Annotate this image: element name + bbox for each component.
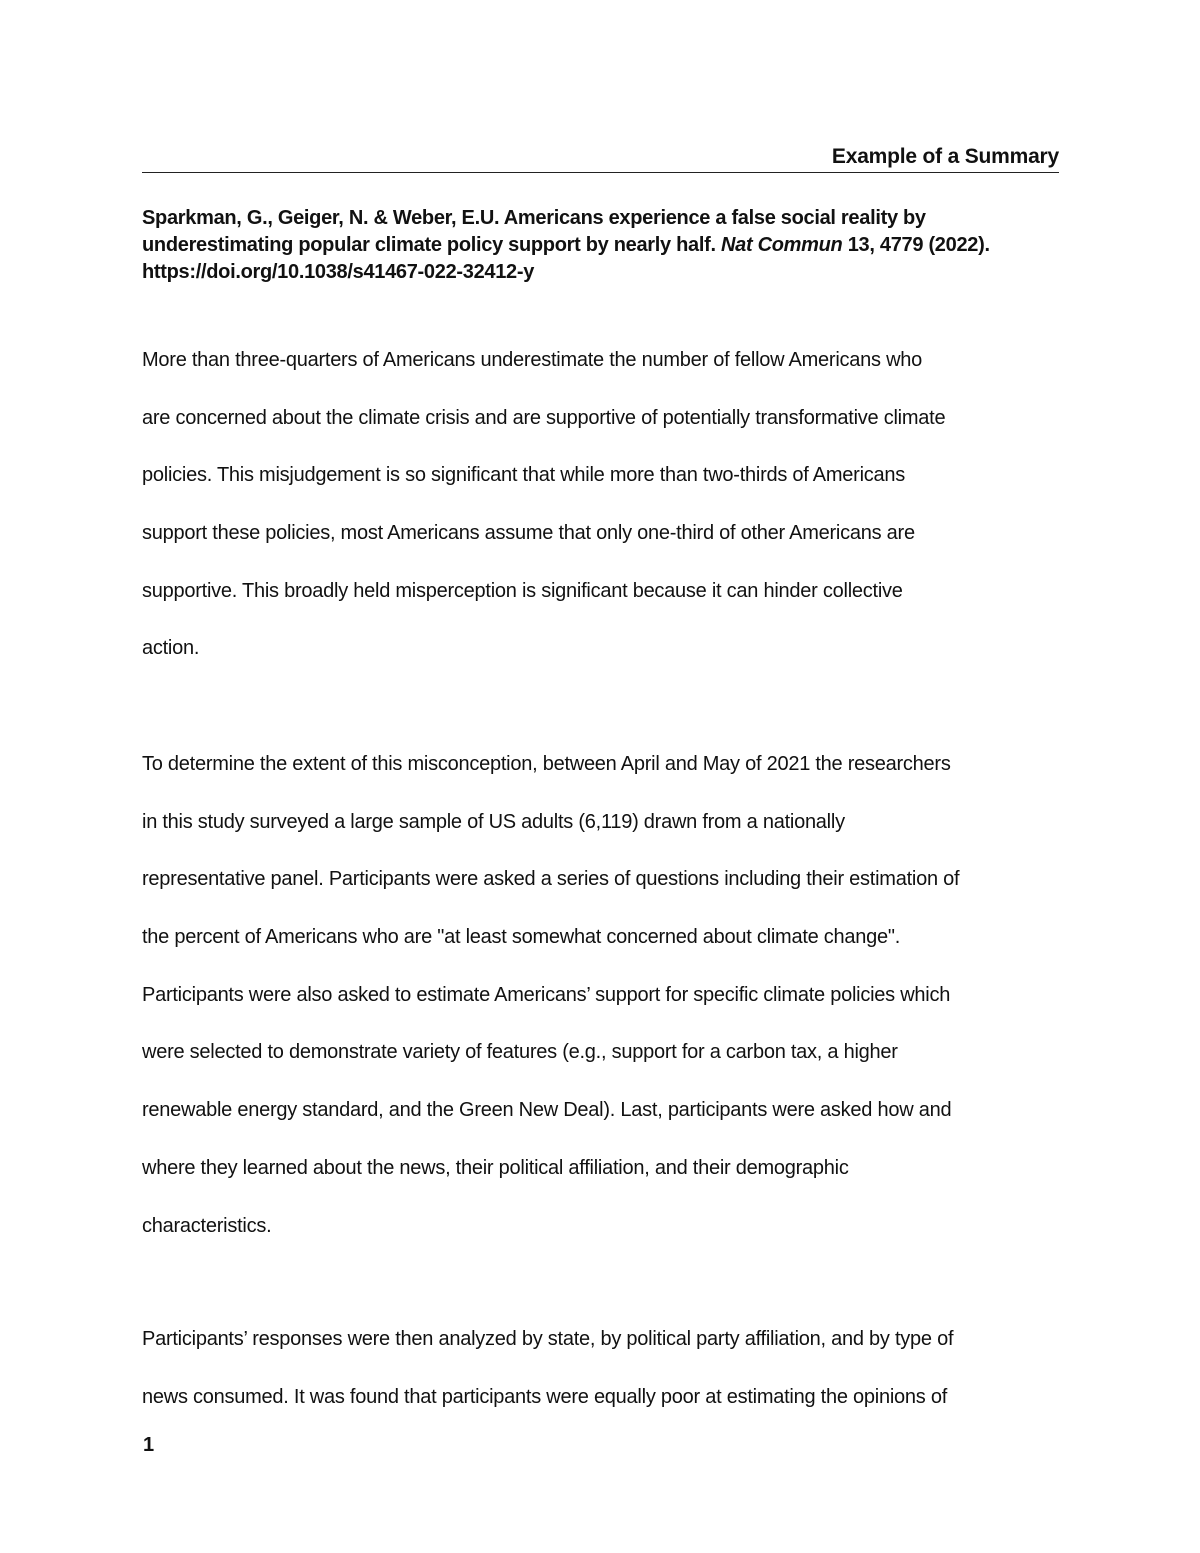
paragraph-line: the percent of Americans who are "at least somewhat concerned about climate change". <box>142 926 901 949</box>
paragraph-1 <box>142 332 1062 678</box>
page-header <box>142 140 1059 173</box>
paragraph-line: are concerned about the climate crisis and are supportive of potentially transformative climate <box>142 406 946 429</box>
paragraph-line: policies. This misjudgement is so significant that while more than two-thirds of Americans <box>142 464 906 487</box>
paragraph-line: action. <box>142 637 200 660</box>
paragraph-line: in this study surveyed a large sample of US adults (6,119) drawn from a nationally <box>142 810 845 833</box>
paragraph-line: news consumed. It was found that participants were equally poor at estimating the opinions of <box>142 1385 948 1408</box>
paragraph-line: supportive. This broadly held misperception is significant because it can hinder collective <box>142 579 903 602</box>
citation-authors-title: Sparkman, G., Geiger, N. & Weber, E.U. Americans experience a false social reality by underestimating popular climate policy support by nearly half. <box>142 207 926 256</box>
paragraph-line: renewable energy standard, and the Green New Deal). Last, participants were asked how and <box>142 1099 952 1122</box>
paragraph-line: support these policies, most Americans assume that only one-third of other Americans are <box>142 522 915 545</box>
paragraph-line: where they learned about the news, their political affiliation, and their demographic <box>142 1156 849 1179</box>
paragraph-line: More than three-quarters of Americans underestimate the number of fellow Americans who <box>142 349 923 371</box>
paragraph-line: To determine the extent of this misconception, between April and May of 2021 the researchers <box>142 753 951 775</box>
paragraph-line: were selected to demonstrate variety of features (e.g., support for a carbon tax, a higher <box>142 1041 898 1064</box>
citation-journal: Nat Commun <box>721 234 843 256</box>
paragraph-line: representative panel. Participants were asked a series of questions including their estimation of <box>142 868 960 891</box>
paragraph-3 <box>142 1311 1062 1426</box>
page-number: 1 <box>143 1434 155 1456</box>
header-title: Example of a Summary <box>831 145 1059 168</box>
paragraph-line: Participants’ responses were then analyzed by state, by political party affiliation, and by type of <box>142 1328 954 1350</box>
paragraph-line: Participants were also asked to estimate Americans’ support for specific climate policies which <box>142 983 951 1006</box>
citation-volume: 13, 4779 (2022). <box>847 234 990 256</box>
citation-doi-link[interactable]: https://doi.org/10.1038/s41467-022-32412-y <box>142 261 535 283</box>
paragraph-2 <box>142 736 1062 1255</box>
paragraph-line: characteristics. <box>142 1214 272 1237</box>
citation <box>142 205 1062 286</box>
